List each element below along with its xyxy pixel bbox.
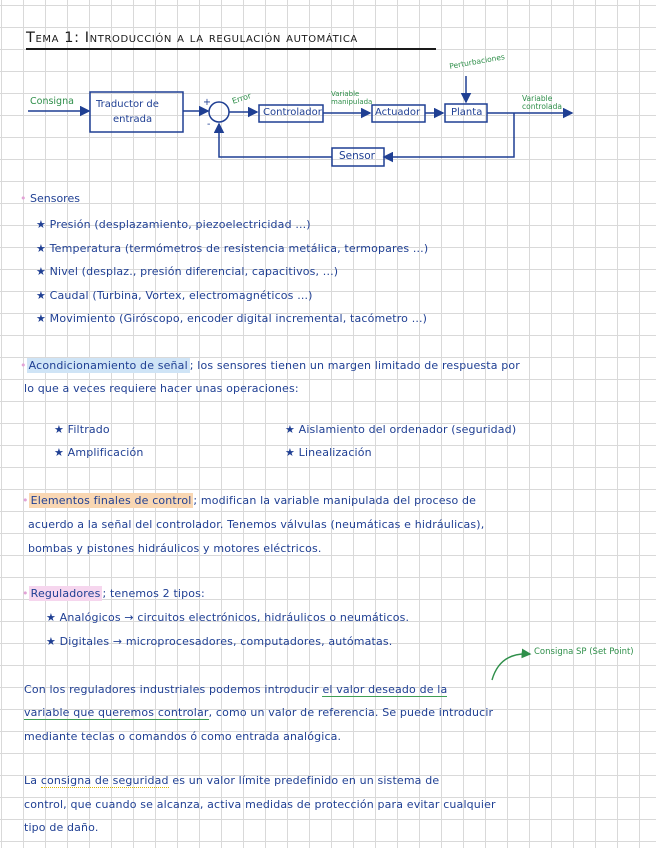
seguridad-line-1: La consigna de seguridad es un valor límite predefinido en un sistema de [24, 774, 440, 787]
sensor-label: Sensor [339, 150, 375, 162]
acondicionamiento-line-2: lo que a veces requiere hacer unas operaciones: [24, 382, 299, 395]
valor-deseado-underlined: el valor deseado de la [322, 683, 448, 696]
feedback-to-sensor [384, 113, 514, 157]
actuador-label: Actuador [375, 107, 421, 118]
consigna-sp-note: Consigna SP (Set Point) [534, 647, 634, 657]
plus-sign: + [203, 97, 211, 108]
elementos-line-3: bombas y pistones hidráulicos y motores eléctricos. [28, 542, 322, 555]
traductor-label-2: entrada [113, 114, 153, 125]
elementos-term: Elementos finales de control [30, 494, 192, 507]
acond-item-aislamiento: ★ Aislamiento del ordenador (seguridad) [285, 423, 517, 436]
minus-sign: - [207, 119, 211, 130]
acondicionamiento-line-1: • Acondicionamiento de señal ; los sensores tienen un margen limitado de respuesta por [20, 359, 520, 372]
control-loop-diagram [0, 0, 656, 175]
seguridad-line-2: control, que cuando se alcanza, activa medidas de protección para evitar cualquier [24, 798, 496, 811]
seguridad-line-3: tipo de daño. [24, 821, 99, 834]
acond-item-amplificacion: ★ Amplificación [54, 446, 144, 459]
feedback-to-sum [219, 124, 332, 157]
consigna-line-2: variable que queremos controlar, como un valor de referencia. Se puede introducir [24, 706, 494, 719]
sensor-item-presion: ★ Presión (desplazamiento, piezoelectricidad ...) [36, 218, 311, 231]
variable-controlar-underlined: variable que queremos controlar [24, 706, 209, 719]
traductor-box [90, 92, 183, 132]
acond-item-linealizacion: ★ Linealización [285, 446, 372, 459]
planta-label: Planta [451, 107, 483, 118]
controlador-label: Controlador [263, 107, 322, 118]
variable-controlada-label: Variable controlada [522, 94, 562, 111]
acondicionamiento-term: Acondicionamiento de señal [28, 359, 188, 372]
sensor-item-temperatura: ★ Temperatura (termómetros de resistencia metálica, termopares ...) [36, 242, 429, 255]
error-label: Error [230, 91, 253, 106]
sensor-item-nivel: ★ Nivel (desplaz., presión diferencial, capacitivos, ...) [36, 265, 339, 278]
elementos-line-1: • Elementos finales de control ; modifican la variable manipulada del proceso de [22, 494, 477, 507]
page-title: Tema 1: Introducción a la regulación automática [26, 30, 358, 46]
consigna-label: Consigna [30, 96, 74, 107]
elementos-line-2: acuerdo a la señal del controlador. Tenemos válvulas (neumáticas e hidráulicas), [28, 518, 485, 531]
consigna-line-1: Con los reguladores industriales podemos introducir el valor deseado de la [24, 683, 448, 696]
reguladores-term: Reguladores [30, 587, 101, 600]
sensor-item-movimiento: ★ Movimiento (Giróscopo, encoder digital incremental, tacómetro ...) [36, 312, 428, 325]
traductor-label-1: Traductor de [96, 99, 159, 110]
consigna-line-3: mediante teclas o comandos ó como entrada analógica. [24, 730, 342, 743]
consigna-seguridad-underlined: consigna de seguridad [40, 774, 169, 787]
acond-item-filtrado: ★ Filtrado [54, 423, 110, 436]
variable-manipulada-label: Variable manipulada [331, 90, 373, 106]
sensor-item-caudal: ★ Caudal (Turbina, Vortex, electromagnéticos ...) [36, 289, 313, 302]
sensores-heading: • Sensores [20, 192, 80, 205]
regulador-item-analogicos: ★ Analógicos → circuitos electrónicos, hidráulicos o neumáticos. [46, 611, 410, 624]
regulador-item-digitales: ★ Digitales → microprocesadores, computadores, autómatas. [46, 635, 393, 648]
summing-junction [209, 102, 229, 122]
perturbaciones-label: Perturbaciones [448, 52, 506, 71]
reguladores-line: • Reguladores ; tenemos 2 tipos: [22, 587, 205, 600]
